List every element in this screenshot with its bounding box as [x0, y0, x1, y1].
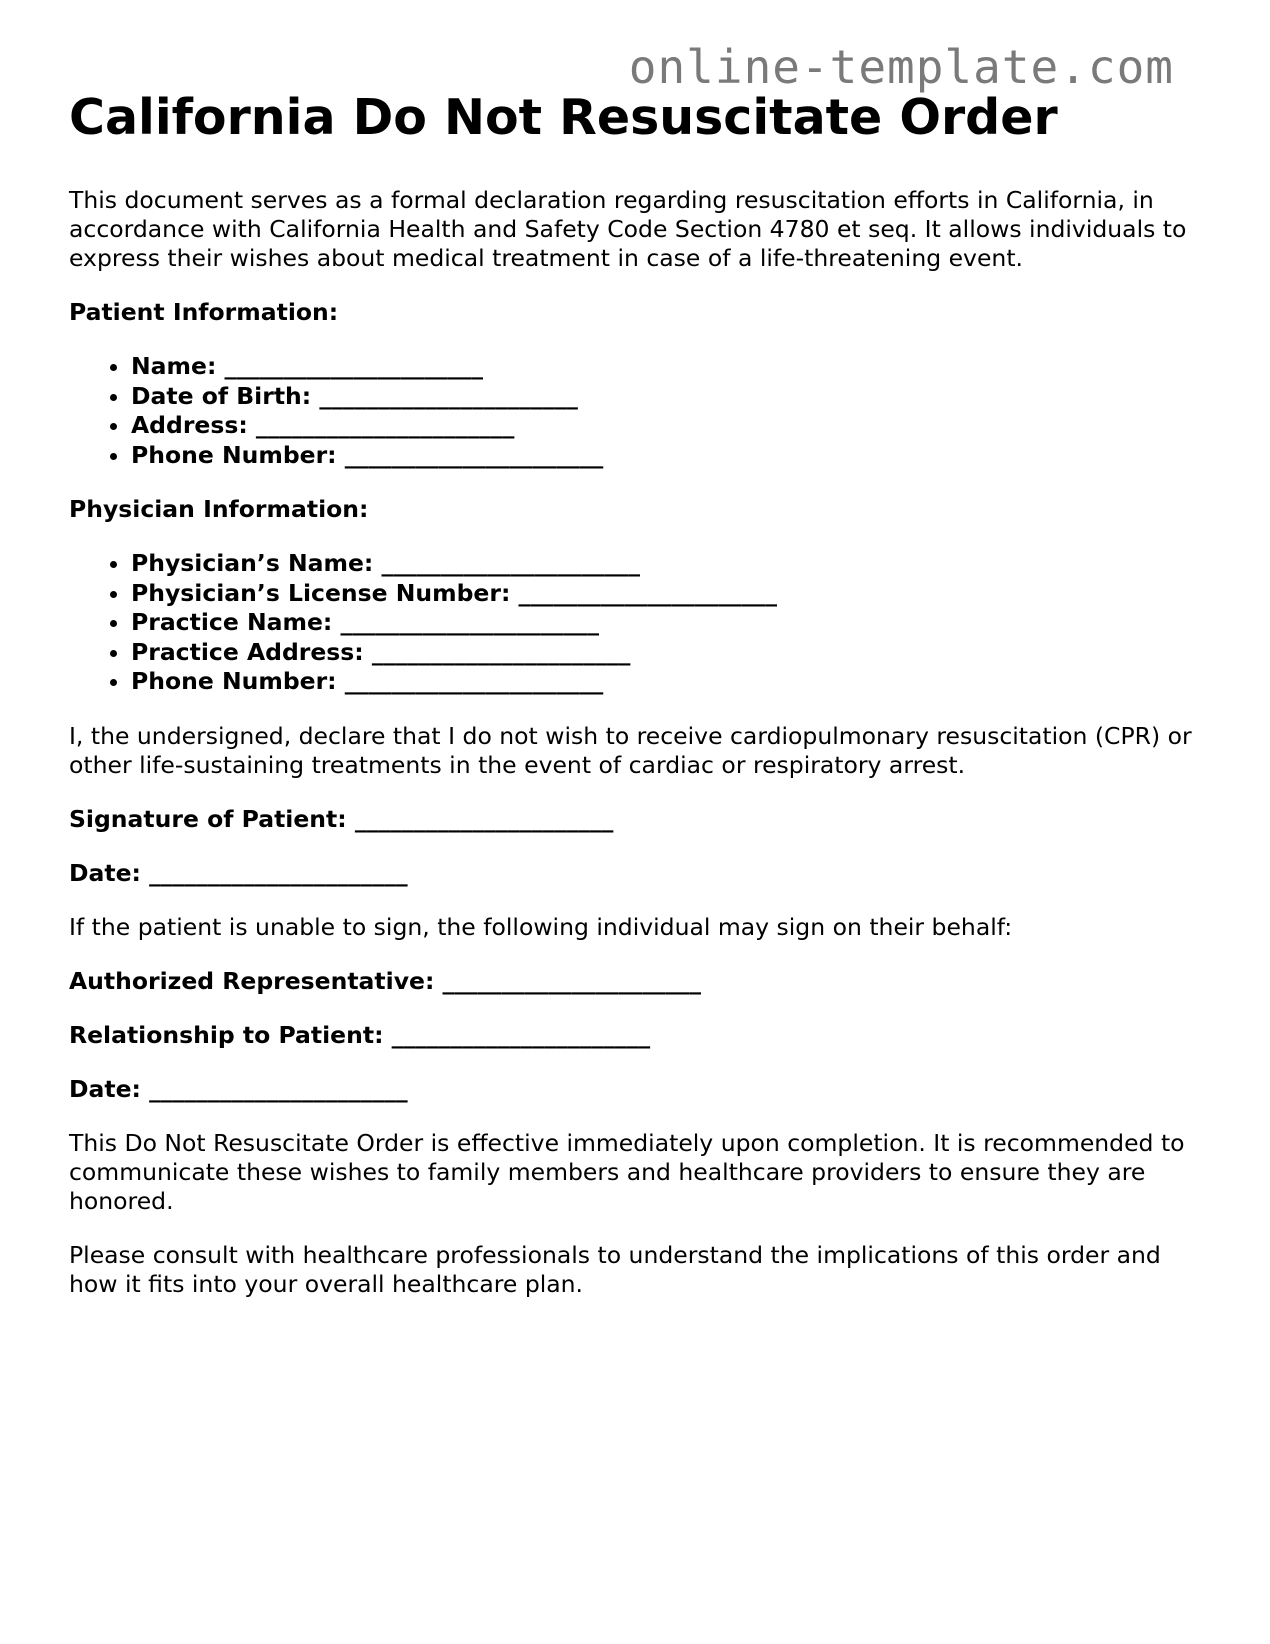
- watermark: online-template.com: [628, 40, 1174, 94]
- patient-dob-field: • Date of Birth: ______________________: [131, 382, 1209, 412]
- declaration-paragraph: I, the undersigned, declare that I do not wish to receive cardiopulmonary resuscitation (CPR) or other life-sustaining treatments in the event of cardiac or respiratory arrest.: [69, 721, 1192, 779]
- patient-info-list: [69, 352, 1209, 470]
- representative-date-field: Date: ______________________: [69, 1074, 408, 1103]
- patient-address-field: • Address: ______________________: [131, 411, 1209, 441]
- relationship-field: Relationship to Patient: ______________________: [69, 1020, 651, 1049]
- authorized-representative-field: Authorized Representative: ______________________: [69, 966, 702, 995]
- intro-paragraph: This document serves as a formal declaration regarding resuscitation efforts in California, in accordance with California Health and Safety Code Section 4780 et seq. It allows individuals to express their wishes about medical treatment in case of a life-threatening event.: [69, 186, 1187, 272]
- physician-info-list: [69, 549, 1209, 697]
- patient-name-field: • Name: ______________________: [131, 352, 1209, 382]
- unable-to-sign-paragraph: If the patient is unable to sign, the following individual may sign on their behalf:: [69, 912, 1013, 941]
- physician-info-heading: Physician Information:: [69, 495, 369, 523]
- patient-info-heading: Patient Information:: [69, 298, 339, 326]
- consult-paragraph: Please consult with healthcare professionals to understand the implications of this order and how it fits into your overall healthcare plan.: [69, 1240, 1161, 1298]
- document-body: [69, 88, 1209, 1324]
- page-title: California Do Not Resuscitate Order: [69, 89, 1058, 146]
- physician-name-field: • Physician’s Name: ______________________: [131, 549, 1209, 579]
- practice-name-field: • Practice Name: ______________________: [131, 608, 1209, 638]
- effective-paragraph: This Do Not Resuscitate Order is effective immediately upon completion. It is recommended to communicate these wishes to family members and healthcare providers to ensure they are honored.: [69, 1128, 1185, 1215]
- practice-address-field: • Practice Address: ______________________: [131, 638, 1209, 668]
- patient-date-field: Date: ______________________: [69, 858, 408, 887]
- physician-license-field: • Physician’s License Number: ______________________: [131, 579, 1209, 609]
- patient-signature-field: Signature of Patient: ______________________: [69, 804, 614, 833]
- patient-phone-field: • Phone Number: ______________________: [131, 441, 1209, 471]
- physician-phone-field: • Phone Number: ______________________: [131, 667, 1209, 697]
